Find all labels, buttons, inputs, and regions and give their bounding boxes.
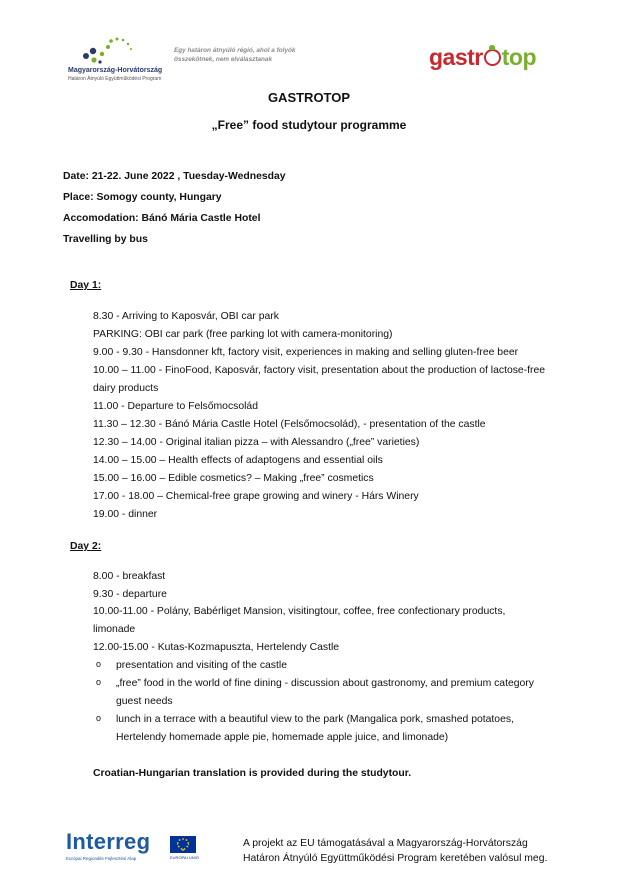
- program-logo-subtitle: Határon Átnyúló Együttműködési Program: [68, 76, 162, 82]
- program-logo: [68, 36, 163, 84]
- bullet-marker: o: [96, 677, 102, 687]
- motto-line-1: Egy határon átnyúló régió, ahol a folyók: [174, 47, 296, 54]
- day2-item: 9.30 - departure: [93, 589, 167, 600]
- info-travel: Travelling by bus: [63, 234, 148, 245]
- info-place: Place: Somogy county, Hungary: [63, 192, 222, 203]
- day1-item: 8.30 - Arriving to Kaposvár, OBI car park: [93, 311, 279, 322]
- day2-heading: Day 2:: [70, 541, 102, 552]
- day2-bullet-item: guest needs: [116, 696, 173, 707]
- day2-bullet-item: Hertelendy homemade apple pie, homemade apple juice, and limonade): [116, 732, 449, 743]
- day2-item: 12.00-15.00 - Kutas-Kozmapuszta, Hertelendy Castle: [93, 642, 340, 653]
- gastrotop-logo: [429, 44, 536, 71]
- day1-item: 11.00 - Departure to Felsőmocsolád: [93, 401, 258, 412]
- day1-item: 10.00 – 11.00 - FinoFood, Kaposvár, factory visit, presentation about the production of lactose-free: [93, 365, 546, 376]
- day1-item: PARKING: OBI car park (free parking lot with camera-monitoring): [93, 329, 393, 340]
- info-date: Date: 21-22. June 2022 , Tuesday-Wednesday: [63, 171, 286, 182]
- footer-line-1: A projekt az EU támogatásával a Magyarország-Horvátország: [243, 838, 528, 849]
- eu-label: EURÓPAI UNIÓ: [170, 855, 199, 860]
- day1-item: 14.00 – 15.00 – Health effects of adaptogens and essential oils: [93, 455, 383, 466]
- day2-item: 10.00-11.00 - Polány, Babérliget Mansion, visitingtour, coffee, free confectionary products,: [93, 606, 506, 617]
- day1-item: 12.30 – 14.00 - Original italian pizza – with Alessandro („free” varieties): [93, 437, 420, 448]
- info-accommodation: Accomodation: Bánó Mária Castle Hotel: [63, 213, 261, 224]
- day1-item: 9.00 - 9.30 - Hansdonner kft, factory visit, experiences in making and selling gluten-free beer: [93, 347, 519, 358]
- eu-emblem: [170, 836, 198, 864]
- translation-note: Croatian-Hungarian translation is provided during the studytour.: [93, 768, 412, 779]
- bullet-marker: o: [96, 659, 102, 669]
- day2-item: limonade: [93, 624, 136, 635]
- interreg-logo-text: Interreg: [66, 829, 151, 854]
- motto-line-2: összekötnek, nem elválasztanak: [174, 56, 273, 63]
- day1-item: 17.00 - 18.00 – Chemical-free grape growing and winery - Hárs Winery: [93, 491, 419, 502]
- brand-gastro-text: gastr: [429, 44, 483, 70]
- program-logo-title: Magyarország-Horvátország: [68, 67, 163, 74]
- day2-item: 8.00 - breakfast: [93, 571, 166, 582]
- day1-item: dairy products: [93, 383, 159, 394]
- brand-top-text: top: [501, 44, 537, 70]
- day2-bullet-item: presentation and visiting of the castle: [116, 660, 287, 671]
- interreg-logo: [66, 830, 166, 866]
- bullet-marker: o: [96, 713, 102, 723]
- day2-bullet-item: lunch in a terrace with a beautiful view to the park (Mangalica pork, smashed potatoes,: [116, 714, 514, 725]
- page-subtitle: „Free” food studytour programme: [211, 118, 407, 132]
- eu-flag-icon: [170, 836, 196, 853]
- day1-item: 11.30 – 12.30 - Bánó Mária Castle Hotel (Felsőmocsolád), - presentation of the castle: [93, 419, 486, 430]
- day1-item: 19.00 - dinner: [93, 509, 158, 520]
- page-title: GASTROTOP: [267, 90, 351, 105]
- tomato-icon: [484, 49, 501, 66]
- program-logo-icon: [80, 36, 140, 66]
- header-motto: [174, 46, 295, 64]
- day2-bullet-item: „free” food in the world of fine dining - discussion about gastronomy, and premium category: [116, 678, 534, 689]
- day1-item: 15.00 – 16.00 – Edible cosmetics? – Making „free” cosmetics: [93, 473, 374, 484]
- interreg-logo-subtitle: Európai Regionális Fejlesztési Alap: [66, 856, 137, 861]
- day1-heading: Day 1:: [70, 280, 102, 291]
- footer-line-2: Határon Átnyúló Együttműködési Program keretében valósul meg.: [243, 853, 548, 864]
